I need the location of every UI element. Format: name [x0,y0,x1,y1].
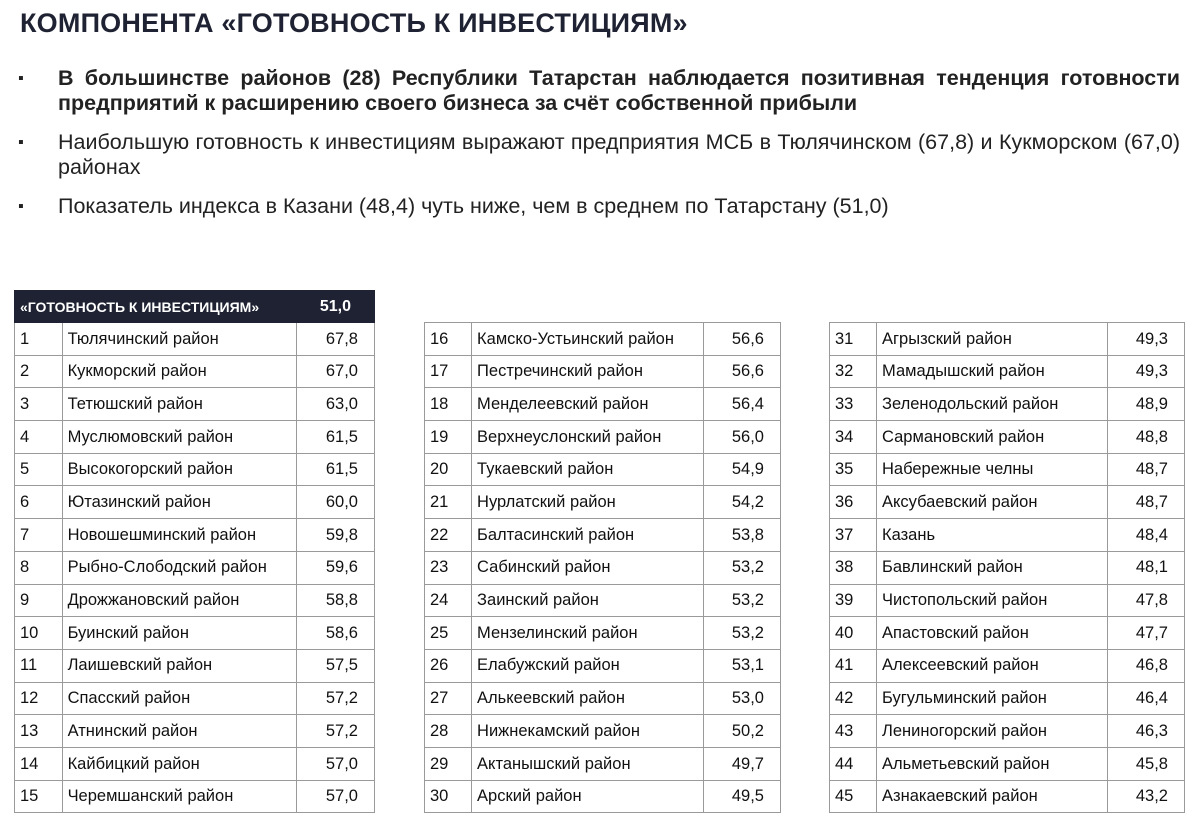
rank-number: 18 [425,388,472,421]
table-row [425,551,781,584]
table-row [830,747,1185,780]
index-value: 63,0 [296,388,374,421]
rank-number: 37 [830,519,877,552]
index-value: 49,5 [703,780,780,813]
district-name: Бугульминский район [877,682,1108,715]
rank-number: 12 [15,682,63,715]
table-row [425,584,781,617]
index-value: 61,5 [296,421,374,454]
district-name: Муслюмовский район [62,421,296,454]
index-value: 57,0 [296,780,374,813]
district-name: Менделеевский район [472,388,703,421]
table-row [425,355,781,388]
index-value: 58,8 [296,584,374,617]
rank-number: 31 [830,323,877,356]
district-name: Тукаевский район [472,453,703,486]
rank-number: 44 [830,747,877,780]
index-value: 48,8 [1107,421,1184,454]
index-value: 67,8 [296,323,374,356]
index-value: 53,1 [703,649,780,682]
table-row [15,649,375,682]
table-row [15,617,375,650]
district-name: Нижнекамский район [472,715,703,748]
index-value: 53,0 [703,682,780,715]
district-name: Нурлатский район [472,486,703,519]
rank-number: 13 [15,715,63,748]
district-name: Высокогорский район [62,453,296,486]
rank-number: 3 [15,388,63,421]
table-row [15,682,375,715]
table-row [15,715,375,748]
district-name: Агрызский район [877,323,1108,356]
index-value: 56,0 [703,421,780,454]
district-name: Набережные челны [877,453,1108,486]
rank-number: 33 [830,388,877,421]
district-name: Чистопольский район [877,584,1108,617]
rank-number: 5 [15,453,63,486]
table-row [830,649,1185,682]
district-name: Ютазинский район [62,486,296,519]
rank-number: 45 [830,780,877,813]
index-value: 57,5 [296,649,374,682]
rank-number: 38 [830,551,877,584]
rank-number: 1 [15,323,63,356]
rank-number: 15 [15,780,63,813]
district-name: Азнакаевский район [877,780,1108,813]
index-value: 59,6 [296,551,374,584]
index-value: 54,2 [703,486,780,519]
district-name: Альметьевский район [877,747,1108,780]
district-name: Бавлинский район [877,551,1108,584]
district-name: Арский район [472,780,703,813]
district-name: Казань [877,519,1108,552]
bullet-text: В большинстве районов (28) Республики Татарстан наблюдается позитивная тенденция готовности предприятий к расширению своего бизнеса за счёт собственной прибыли [58,66,1180,115]
index-value: 45,8 [1107,747,1184,780]
district-name: Сармановский район [877,421,1108,454]
rank-number: 43 [830,715,877,748]
district-name: Сабинский район [472,551,703,584]
district-name: Спасский район [62,682,296,715]
district-name: Алексеевский район [877,649,1108,682]
index-value: 58,6 [296,617,374,650]
rank-number: 25 [425,617,472,650]
bullet-marker: ▪ [18,198,24,215]
rank-number: 7 [15,519,63,552]
table-row [425,519,781,552]
district-name: Зеленодольский район [877,388,1108,421]
table-header-value: 51,0 [296,291,374,323]
index-value: 53,2 [703,617,780,650]
district-name: Буинский район [62,617,296,650]
rank-number: 21 [425,486,472,519]
index-value: 67,0 [296,355,374,388]
index-value: 48,4 [1107,519,1184,552]
table-row [15,747,375,780]
bullet-item [18,194,1180,219]
index-value: 56,6 [703,323,780,356]
rank-number: 42 [830,682,877,715]
table-row [15,486,375,519]
table-row [425,649,781,682]
index-value: 54,9 [703,453,780,486]
index-value: 57,2 [296,715,374,748]
rank-number: 23 [425,551,472,584]
index-value: 53,2 [703,584,780,617]
district-name: Кукморский район [62,355,296,388]
index-value: 46,3 [1107,715,1184,748]
page-title: КОМПОНЕНТА «ГОТОВНОСТЬ К ИНВЕСТИЦИЯМ» [20,8,688,38]
rank-number: 41 [830,649,877,682]
index-value: 56,6 [703,355,780,388]
bullet-marker: ▪ [18,134,24,151]
rank-number: 20 [425,453,472,486]
index-value: 53,8 [703,519,780,552]
ranking-table-1 [14,290,375,813]
table-row [830,421,1185,454]
index-value: 50,2 [703,715,780,748]
ranking-table-body [15,291,375,813]
rank-number: 36 [830,486,877,519]
ranking-table-body [425,323,781,813]
table-row [15,355,375,388]
district-name: Кайбицкий район [62,747,296,780]
table-row [15,388,375,421]
table-row [15,421,375,454]
rank-number: 40 [830,617,877,650]
rank-number: 6 [15,486,63,519]
rank-number: 10 [15,617,63,650]
rank-number: 16 [425,323,472,356]
rank-number: 28 [425,715,472,748]
table-row [830,617,1185,650]
rank-number: 11 [15,649,63,682]
index-value: 53,2 [703,551,780,584]
rank-number: 22 [425,519,472,552]
table-row [425,747,781,780]
district-name: Камско-Устьинский район [472,323,703,356]
table-row [425,780,781,813]
bullet-item [18,66,1180,116]
rank-number: 8 [15,551,63,584]
table-row [15,551,375,584]
district-name: Балтасинский район [472,519,703,552]
district-name: Актанышский район [472,747,703,780]
index-value: 48,1 [1107,551,1184,584]
bullet-item [18,130,1180,180]
district-name: Тюлячинский район [62,323,296,356]
table-row [15,453,375,486]
table-row [830,355,1185,388]
district-name: Пестречинский район [472,355,703,388]
table-row [15,584,375,617]
table-row [425,617,781,650]
index-value: 49,3 [1107,355,1184,388]
table-row [425,323,781,356]
index-value: 60,0 [296,486,374,519]
district-name: Елабужский район [472,649,703,682]
rank-number: 17 [425,355,472,388]
bullet-list [18,66,1180,233]
district-name: Лаишевский район [62,649,296,682]
index-value: 57,0 [296,747,374,780]
bullet-text: Наибольшую готовность к инвестициям выражают предприятия МСБ в Тюлячинском (67,8) и Кукморском (67,0) районах [58,130,1180,179]
index-value: 57,2 [296,682,374,715]
table-row [830,519,1185,552]
rank-number: 19 [425,421,472,454]
rank-number: 4 [15,421,63,454]
district-name: Дрожжановский район [62,584,296,617]
table-row [425,388,781,421]
index-value: 46,4 [1107,682,1184,715]
district-name: Рыбно-Слободский район [62,551,296,584]
rank-number: 32 [830,355,877,388]
table-row [15,323,375,356]
table-row [425,453,781,486]
rank-number: 26 [425,649,472,682]
bullet-text: Показатель индекса в Казани (48,4) чуть ниже, чем в среднем по Татарстану (51,0) [58,194,889,218]
rank-number: 2 [15,355,63,388]
district-name: Аксубаевский район [877,486,1108,519]
ranking-table-3 [829,322,1185,813]
table-row [15,519,375,552]
table-row [830,453,1185,486]
index-value: 47,8 [1107,584,1184,617]
table-row [425,421,781,454]
index-value: 61,5 [296,453,374,486]
rank-number: 29 [425,747,472,780]
district-name: Черемшанский район [62,780,296,813]
rank-number: 24 [425,584,472,617]
index-value: 48,7 [1107,453,1184,486]
rank-number: 39 [830,584,877,617]
table-row [830,388,1185,421]
table-row [830,584,1185,617]
table-row [830,323,1185,356]
rank-number: 9 [15,584,63,617]
index-value: 47,7 [1107,617,1184,650]
index-value: 48,7 [1107,486,1184,519]
district-name: Мамадышский район [877,355,1108,388]
index-value: 46,8 [1107,649,1184,682]
district-name: Верхнеуслонский район [472,421,703,454]
table-row [830,551,1185,584]
district-name: Атнинский район [62,715,296,748]
table-row [425,715,781,748]
table-row [830,715,1185,748]
district-name: Алькеевский район [472,682,703,715]
table-row [830,780,1185,813]
ranking-table-body [830,323,1185,813]
table-row [830,682,1185,715]
district-name: Новошешминский район [62,519,296,552]
rank-number: 30 [425,780,472,813]
index-value: 59,8 [296,519,374,552]
rank-number: 35 [830,453,877,486]
index-value: 56,4 [703,388,780,421]
table-header-row [15,291,375,323]
index-value: 43,2 [1107,780,1184,813]
table-row [830,486,1185,519]
ranking-table-2 [424,322,781,813]
bullet-marker: ▪ [18,70,24,87]
index-value: 48,9 [1107,388,1184,421]
district-name: Тетюшский район [62,388,296,421]
rank-number: 34 [830,421,877,454]
rank-number: 27 [425,682,472,715]
district-name: Апастовский район [877,617,1108,650]
table-header-label: «ГОТОВНОСТЬ К ИНВЕСТИЦИЯМ» [15,291,297,323]
table-row [15,780,375,813]
district-name: Мензелинский район [472,617,703,650]
district-name: Заинский район [472,584,703,617]
index-value: 49,7 [703,747,780,780]
rank-number: 14 [15,747,63,780]
district-name: Лениногорский район [877,715,1108,748]
table-row [425,682,781,715]
index-value: 49,3 [1107,323,1184,356]
table-row [425,486,781,519]
